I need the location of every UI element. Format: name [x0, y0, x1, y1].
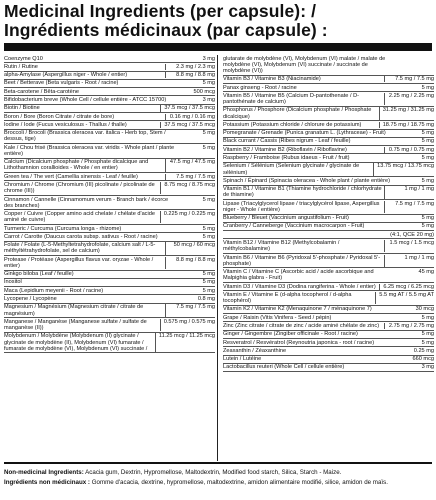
ingredient-amount: 31.25 mg / 31.25 mg [379, 107, 434, 119]
ingredient-amount: 18.75 mg / 18.75 mg [379, 122, 434, 128]
ingredient-row [4, 287, 215, 295]
column-divider [217, 55, 218, 461]
ingredient-name: Vitamin E / Vitamine E (d-alpha tocopherol / d-alpha tocophérol) [223, 291, 352, 305]
ingredient-amount: 5 mg [202, 196, 215, 203]
ingredient-name: Cranberry / Canneberge (Vaccinium macrocarpon - Fruit) [223, 223, 365, 230]
ingredient-name: Vitamin D3 / Vitamine D3 (Dodina rangiferina - Whole / entier) [223, 283, 376, 290]
title-english: Medicinal Ingredients (per capsule): / [4, 1, 317, 21]
ingredient-amount: 5 mg [421, 155, 434, 162]
ingredient-name: Ginger / Gingembre (Zingiber officinale - Root / racine) [223, 331, 358, 338]
ingredient-row [223, 322, 434, 330]
ingredient-row [4, 88, 215, 96]
ingredient-row [223, 76, 434, 84]
ingredient-row [4, 55, 215, 63]
ingredient-name: Resveratrol / Resvératrol (Reynoutria japonica - root / racine) [223, 339, 375, 346]
ingredient-row [223, 356, 434, 364]
ingredient-name: Cinnamon / Cannelle (Cinnamomum verum - Branch bark / écorce des branches) [4, 196, 169, 209]
ingredient-row [4, 256, 215, 271]
ingredient-amount: 660 mcg [412, 356, 434, 363]
ingredient-amount: 5.5 mg AT / 5.5 mg AT [375, 292, 434, 304]
ingredient-name: Inositol [4, 279, 22, 286]
title-french: Ingrédients médicinaux (par capsule) : [4, 20, 328, 40]
ingredient-row [223, 154, 434, 162]
ingredient-amount: 2.75 mg / 2.75 mg [384, 323, 434, 329]
ingredient-name: Lycopene / Lycopène [4, 296, 57, 302]
ingredient-name: Bifidobacterium breve (Whole Cell / cellule entière - ATCC 15700) [4, 97, 167, 104]
ingredient-name: Lutein / Lutéine [223, 356, 262, 363]
ingredient-row [223, 239, 434, 254]
ingredient-row [223, 347, 434, 355]
ingredient-row [223, 231, 434, 239]
ingredient-row [223, 107, 434, 122]
ingredient-name: Vitamin B3 / Vitamine B3 (Niacinamide) [223, 76, 321, 83]
ingredient-amount: 45 mg [418, 269, 434, 276]
ingredient-row [4, 242, 215, 257]
ingredient-row [4, 304, 215, 319]
ingredient-name: Biotin / Biotine [4, 105, 40, 112]
ingredient-row [4, 173, 215, 181]
ingredient-row [223, 138, 434, 146]
ingredient-name: Beta-carotene / Bêta-carotène [4, 88, 79, 95]
ingredient-amount: 30 mcg [415, 306, 434, 313]
non-medicinal-label-fr: Ingrédients non médicinaux : [4, 478, 90, 486]
ingredient-row [223, 254, 434, 269]
ingredient-row [4, 80, 215, 88]
ingredient-row [223, 291, 434, 306]
ingredient-row [4, 159, 215, 174]
ingredient-row [4, 130, 215, 145]
ingredient-amount: 8.8 mg / 8.8 mg [165, 72, 215, 78]
ingredient-amount: 5 mg [202, 233, 215, 240]
ingredient-amount: 2.3 mg / 2.3 mg [165, 64, 215, 70]
ingredient-name: Coenzyme Q10 [4, 55, 43, 62]
top-divider [4, 43, 432, 51]
ingredient-amount: 5 mg [421, 84, 434, 91]
ingredient-name: Magnesium / Magnésium (Magnesium citrate / citrate de magnésium) [4, 304, 144, 317]
ingredient-row [223, 177, 434, 185]
ingredient-name: Panax ginseng - Root / racine [223, 84, 297, 91]
ingredient-amount: 5 mg [421, 314, 434, 321]
ingredient-amount: 6.25 mcg / 6.25 mcg [379, 284, 434, 290]
ingredient-amount: 5 mg [202, 225, 215, 232]
non-medicinal-french [4, 478, 432, 488]
ingredient-amount: 0.25 mg [413, 347, 434, 354]
ingredient-name: Ginkgo biloba (Leaf / feuille) [4, 271, 74, 278]
ingredient-amount: 5 mg [421, 215, 434, 222]
ingredient-row [223, 200, 434, 215]
ingredient-name: Molybdenum / Molybdène (Molybdenum (II) glycinate / glycinate de molybdène (II), Molybdenum (VI) fumarate / fumarate de molybdène (VI), Molybdenum (VI) succinate / [4, 333, 148, 352]
panel-title [4, 2, 432, 40]
ingredient-amount: 0.575 mg / 0.575 mg [160, 319, 215, 331]
ingredient-amount: 5 mg [421, 177, 434, 184]
ingredient-row [4, 113, 215, 121]
ingredient-row [223, 331, 434, 339]
ingredient-name: Blueberry / Bleuet (Vaccinium angustifolium - Fruit) [223, 215, 349, 222]
ingredient-name: Rutin / Rutine [4, 63, 38, 70]
ingredient-amount: 1 mg / 1 mg [384, 255, 434, 267]
ingredient-name: Pomegranate / Grenade (Punica granatum L. (Lythraceae) - Fruit) [223, 130, 386, 137]
ingredient-name: Broccoli / Brocoli (Brassica oleracea var. italica - Herb top, Stem / dessus, tige) [4, 130, 166, 143]
ingredient-amount: 5 mg [421, 138, 434, 145]
ingredient-row [223, 314, 434, 322]
ingredient-name: Raspberry / Framboise (Rubus idaeus - Fruit / fruit) [223, 155, 350, 162]
ingredient-row [223, 121, 434, 129]
ingredient-amount: 5 mg [202, 130, 215, 137]
ingredient-amount: 3 mg [421, 364, 434, 371]
ingredient-row [4, 225, 215, 233]
ingredient-row [4, 295, 215, 303]
ingredient-name: Lactobacillus reuteri (Whole Cell / cellule entière) [223, 364, 345, 371]
ingredient-row [223, 55, 434, 76]
ingredient-row [4, 279, 215, 287]
ingredient-name: Copper / Cuivre (Copper amino acid chelate / chélate d'acide aminé de cuivre) [4, 211, 155, 224]
ingredient-amount: 3 mg [202, 55, 215, 62]
ingredient-amount: 7.5 mg / 7.5 mg [165, 174, 215, 180]
ingredient-row [4, 96, 215, 104]
ingredient-amount: 5 mg [202, 271, 215, 278]
ingredient-row [4, 318, 215, 333]
non-medicinal-text-fr: Gomme d'acacia, dextrine, hypromellose, maltodextrine, amidon alimentaire modifié, silice, amidon de maïs. [91, 478, 388, 486]
ingredient-row [223, 268, 434, 283]
ingredient-name: Lipase (Triacylglycerol lipase / triacylglycérol lipase, Aspergillus niger - Whole / entière) [223, 200, 380, 213]
ingredients-column-right [223, 55, 434, 372]
ingredient-amount: 8.8 mg / 8.8 mg [165, 257, 215, 269]
ingredient-row [4, 105, 215, 113]
ingredient-amount: 8.75 mcg / 8.75 mcg [160, 182, 215, 194]
ingredient-name: Vitamin B6 / Vitamine B6 (Pyridoxal 5'-phosphate / Pyridoxal 5'-phosphate) [223, 254, 381, 267]
ingredient-row [4, 181, 215, 196]
ingredient-name: Protease / Protéase (Aspergillus flavus var. oryzae - Whole / entier) [4, 256, 154, 269]
ingredient-name [223, 232, 387, 238]
ingredient-amount: 500 mcg [193, 88, 215, 95]
ingredient-name: Vitamin B2 / Vitamine B2 (Riboflavin / Riboflavine) [223, 146, 347, 153]
ingredient-name: Selenium / Sélénium (Selenium glycinate / glycinate de sélénium) [223, 163, 360, 176]
ingredient-name: alpha-Amylase (Aspergillus niger - Whole / entier) [4, 72, 128, 79]
ingredient-row [223, 186, 434, 201]
ingredient-row [4, 333, 215, 354]
bottom-divider [4, 462, 432, 464]
ingredient-amount: 5 mg [421, 130, 434, 137]
ingredient-amount: 5 mg [202, 279, 215, 286]
ingredient-name: Black currant / Cassis (Ribes nigrum - Leaf / feuille) [223, 138, 351, 145]
ingredient-amount: 3 mg [202, 97, 215, 104]
ingredient-name: Potassium (Potassium chloride / chlorure de potassium) [223, 121, 362, 128]
ingredient-amount: 7.5 mg / 7.5 mg [165, 304, 215, 316]
ingredient-name: Vitamin B12 / Vitamine B12 (Methylcobalamin / méthylcobalamine) [223, 240, 340, 253]
ingredient-name: Calcium (Dicalcium phosphate / Phosphate dicalcique and Lithothamnion corallioides - Whole / en entier) [4, 159, 149, 172]
ingredient-name: Grape / Raisin (Vitis Vinifera - Seed / pépin) [223, 314, 332, 321]
ingredient-amount: 37.5 mcg / 37.5 mcg [160, 122, 215, 128]
ingredient-name: Zeaxanthin / Zéaxanthine [223, 347, 287, 354]
ingredient-row [4, 271, 215, 279]
ingredient-amount: 5 mg [421, 331, 434, 338]
ingredient-amount: 0.8 mg [197, 296, 215, 302]
ingredient-name: Vitamin B1 / Vitamine B1 (Thiamine hydrochloride / chlorhydrate de thiamine) [223, 186, 382, 199]
ingredient-amount: 7.5 mg / 7.5 mg [384, 201, 434, 213]
ingredient-amount: 2.25 mg / 2.25 mg [384, 93, 434, 105]
ingredient-name: Vitamin K2 / Vitamine K2 (Menaquinone 7 / ménaquinone 7) [223, 306, 372, 313]
ingredient-name: Boron / Bore (Boron Citrate / citrate de bore) [4, 113, 115, 120]
ingredient-amount: 50 mcg / 60 mcg [165, 242, 215, 254]
ingredient-amount [397, 56, 434, 75]
ingredient-amount: 5 mg [202, 144, 215, 151]
ingredient-amount: 47.5 mg / 47.5 mg [165, 159, 215, 171]
ingredient-name: glutarate de molybdène (VI), Molybdenum (VI) malate / malate de molybdène (VI), Molybdenum (VI) succinate / succinate de molybdène (VI)) [223, 55, 386, 74]
ingredient-amount: 0.16 mg / 0.16 mg [165, 114, 215, 120]
ingredient-row [4, 121, 215, 129]
ingredient-name: Vitamin C / Vitamine C (Ascorbic acid / acide ascorbique and Malpighia glabra - Fruit) [223, 269, 374, 282]
ingredient-name: Phosphorus / Phosphore (Dicalcium phosphate / Phosphate dicalcique) [223, 107, 372, 120]
ingredient-name: Turmeric / Curcuma (Curcuma longa - rhizome) [4, 225, 122, 232]
ingredient-name: Kale / Chou frisé (Brassica oleracea var. viridis - Whole plant / plante entière) [4, 144, 175, 157]
ingredient-name: Vitamin B5 / Vitamine B5 (Calcium D-pantothenate / D-pantothénate de calcium) [223, 92, 359, 106]
ingredient-name: Green tea / The vert (Camellia sinensis - Leaf / feuille) [4, 173, 138, 180]
ingredient-amount: 0.75 mg / 0.75 mg [384, 147, 434, 153]
ingredient-name: Chromium / Chrome (Chromium (III) picolinate / picolinate de chrome (III)) [4, 182, 155, 195]
ingredient-row [223, 146, 434, 154]
ingredient-amount: 13.75 mcg / 13.75 mcg [373, 163, 434, 175]
ingredient-amount: 11.25 mcg / 11.25 mcg [155, 333, 215, 352]
ingredient-amount: 5 mg [421, 223, 434, 230]
ingredient-row [4, 144, 215, 159]
ingredient-amount: 5 mg [202, 80, 215, 87]
ingredient-name: Iodine / Iode (Fucus vesiculosus - Thallus / thalle) [4, 121, 127, 128]
ingredient-row [223, 215, 434, 223]
ingredient-row [4, 63, 215, 71]
ingredient-name: Maca (Lepidium meyenii - Root / racine) [4, 287, 104, 294]
ingredient-row [223, 223, 434, 231]
ingredient-row [223, 364, 434, 372]
non-medicinal-ingredients [4, 468, 432, 487]
ingredient-amount: 5 mg [202, 287, 215, 294]
non-medicinal-english [4, 468, 432, 478]
ingredient-amount: 7.5 mg / 7.5 mg [384, 76, 434, 82]
ingredient-row [4, 72, 215, 80]
ingredient-row [223, 306, 434, 314]
ingredient-amount: 5 mg [421, 339, 434, 346]
ingredient-name: Manganese / Manganèse (Manganese sulfate / sulfate de manganèse (II)) [4, 318, 147, 331]
ingredient-row [223, 339, 434, 347]
ingredient-name: Carrot / Carotte (Daucus carota subsp. sativus - Root / racine) [4, 233, 158, 240]
ingredient-name: Zinc (Zinc citrate / citrate de zinc / acide aminé chélate de zinc) [223, 322, 380, 329]
ingredient-amount: 0.225 mg / 0.225 mg [160, 211, 215, 223]
ingredient-row [223, 92, 434, 107]
ingredient-name: Folate / Folate (L-5-Methyltetrahydrofolate, calcium salt / L-5-méthyltétrahydrofolate, sel de calcium) [4, 242, 156, 255]
ingredient-name: Beet / Betterave (Beta vulgaris - Root / racine) [4, 80, 119, 87]
ingredient-row [223, 84, 434, 92]
ingredient-amount: 1 mg / 1 mg [384, 186, 434, 198]
ingredients-column-left [4, 55, 215, 353]
ingredient-row [223, 283, 434, 291]
ingredient-row [223, 130, 434, 138]
ingredient-row [223, 163, 434, 178]
ingredient-amount: 1.5 mcg / 1.5 mcg [384, 240, 434, 252]
ingredient-row [4, 196, 215, 211]
ingredient-row [4, 233, 215, 241]
ingredient-row [4, 210, 215, 225]
ingredient-amount: (4:1, QCE 20 mg) [390, 231, 434, 238]
ingredient-name: Spinach / Épinard (Spinacia oleracea - Whole plant / plante entière) [223, 177, 390, 184]
ingredient-amount: 37.5 mcg / 37.5 mcg [160, 105, 215, 111]
non-medicinal-text: Acacia gum, Dextrin, Hypromellose, Maltodextrin, Modified food starch, Silica, Starch - Maize. [85, 469, 342, 476]
non-medicinal-label: Non-medicinal Ingredients: [4, 469, 84, 476]
